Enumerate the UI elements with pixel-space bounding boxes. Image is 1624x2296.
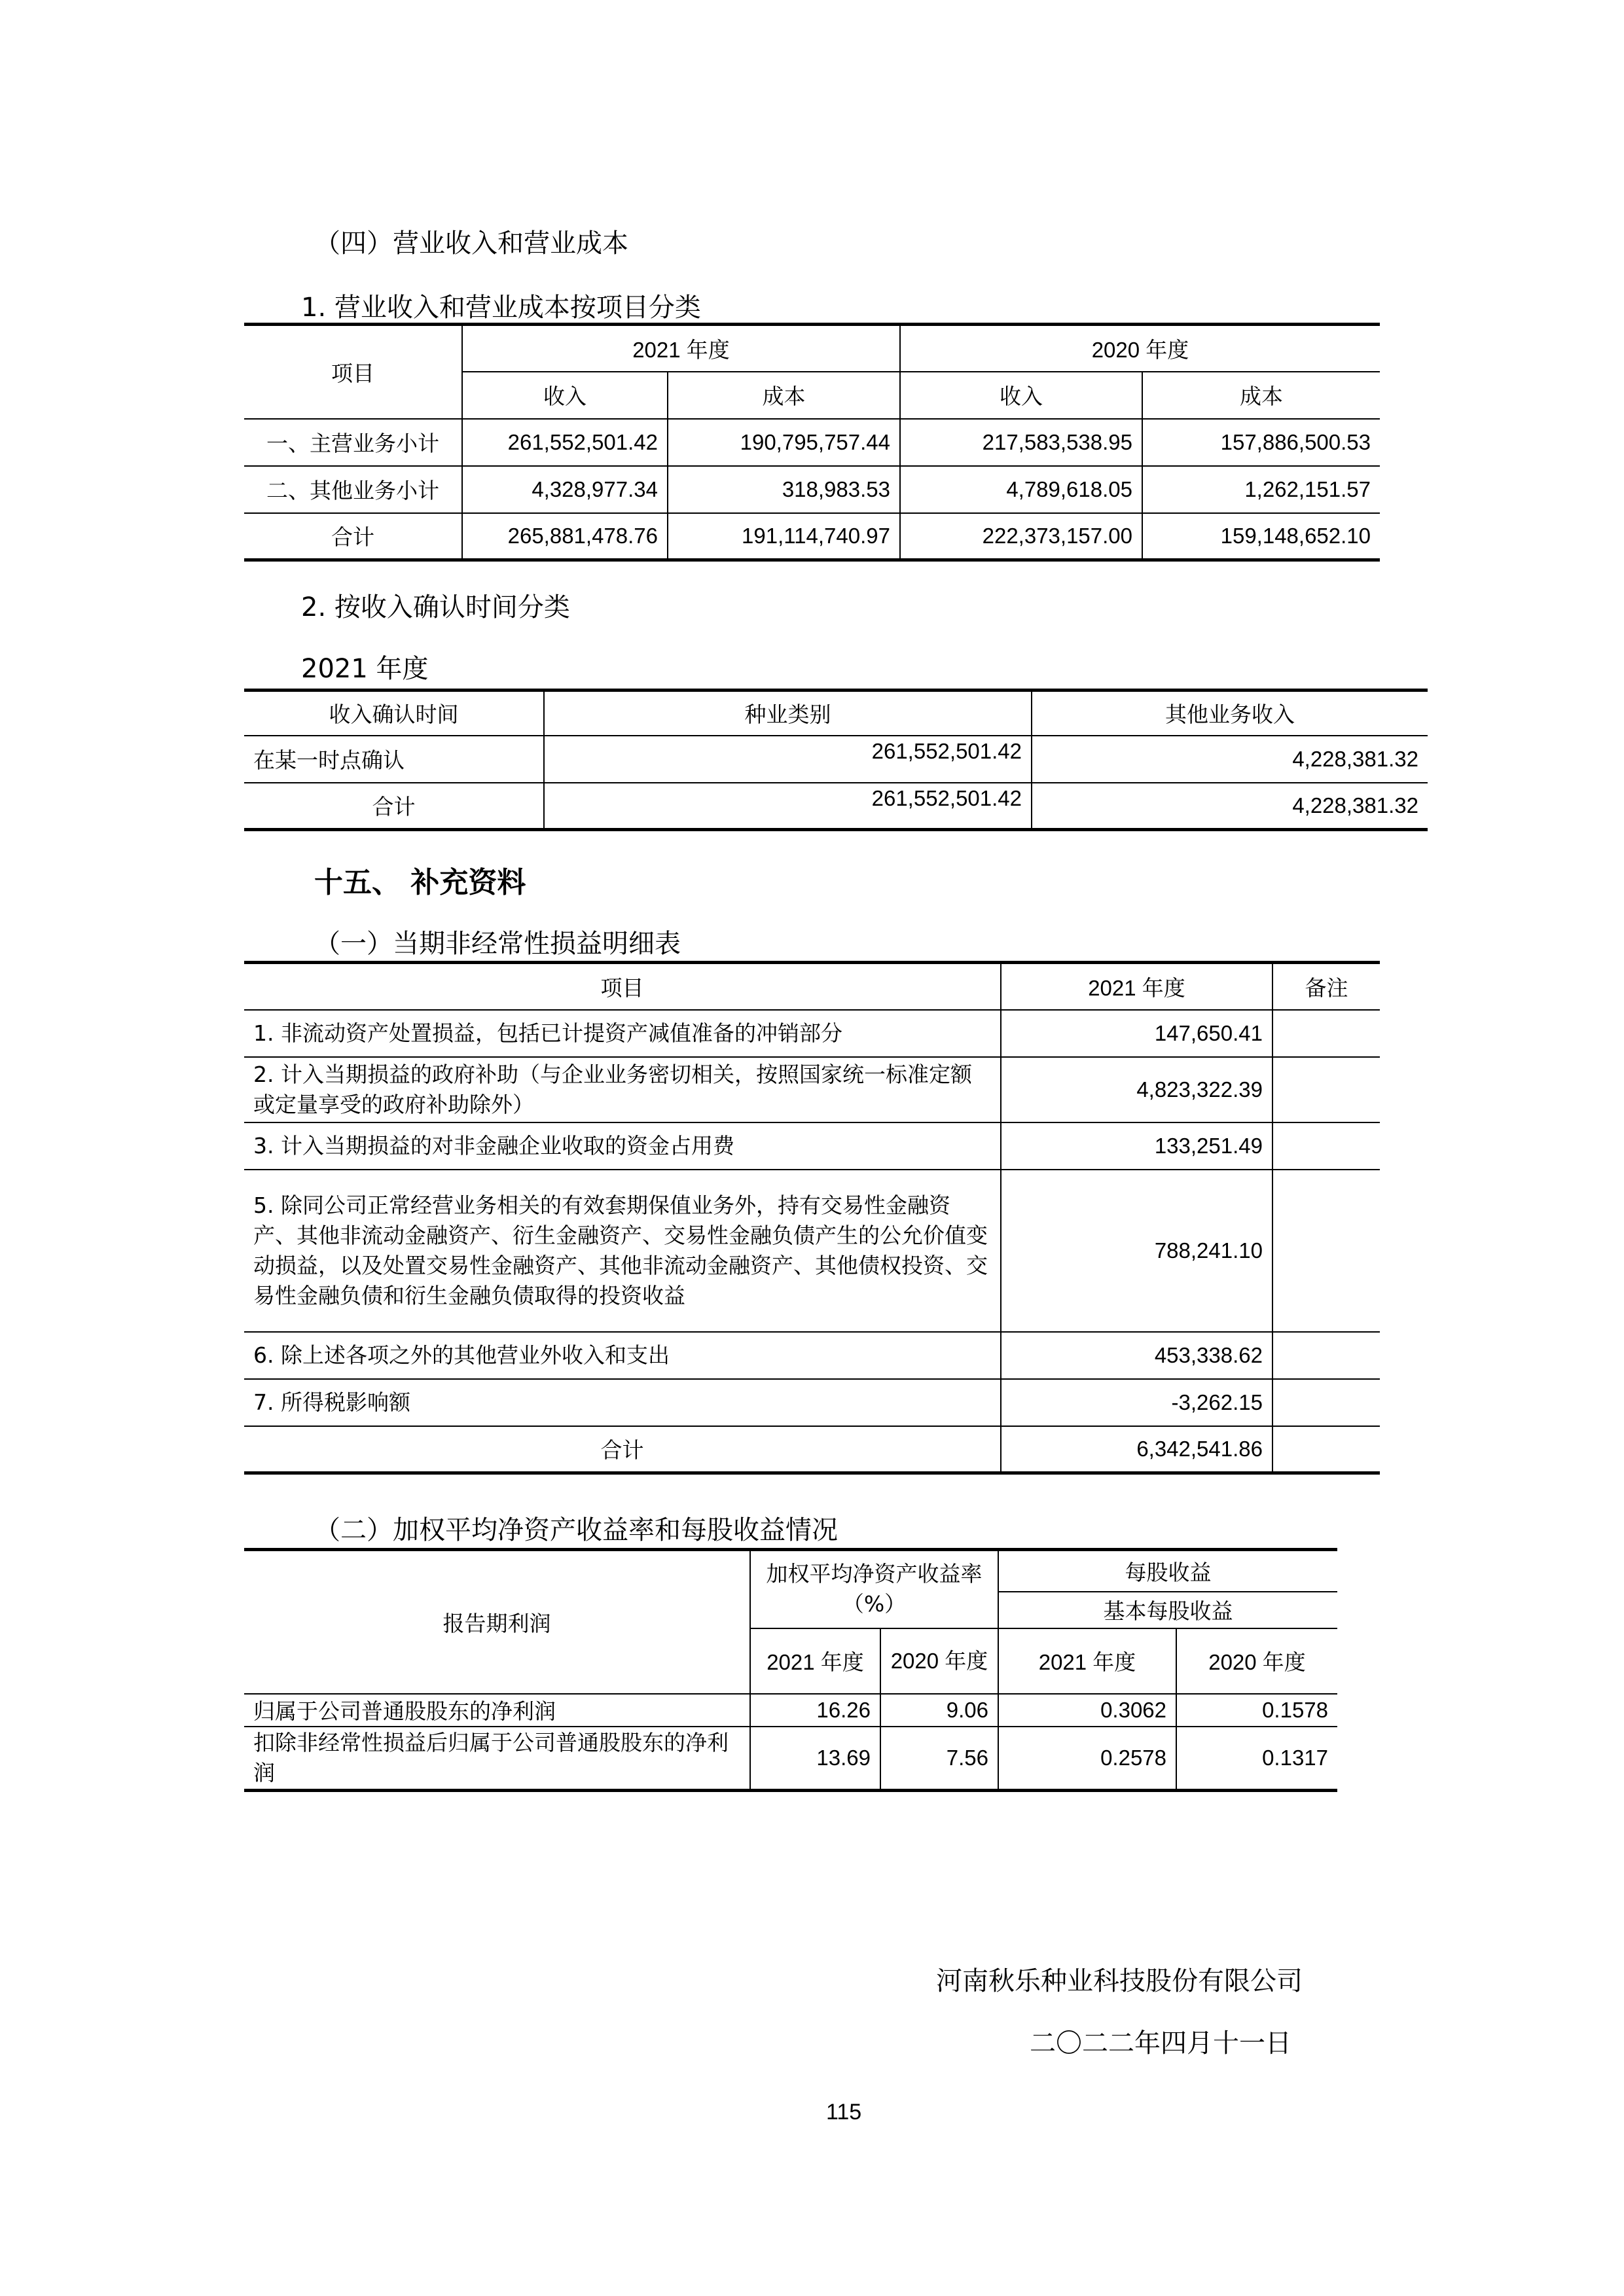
table-row bbox=[244, 1332, 1380, 1379]
row-note bbox=[1272, 1010, 1380, 1057]
header-roe: 加权平均净资产收益率（%） bbox=[750, 1550, 998, 1628]
header-income-2021: 收入 bbox=[462, 372, 668, 419]
table-row-total bbox=[244, 513, 1380, 560]
income-2021: 4,328,977.34 bbox=[462, 466, 668, 513]
eps-2020: 0.1317 bbox=[1176, 1727, 1337, 1791]
row-label: 7. 所得税影响额 bbox=[244, 1379, 1001, 1426]
other-value: 4,228,381.32 bbox=[1032, 783, 1428, 830]
header-item: 项目 bbox=[244, 325, 462, 419]
row-label: 在某一时点确认 bbox=[244, 736, 544, 783]
cost-2021: 190,795,757.44 bbox=[668, 419, 900, 466]
row-label: 3. 计入当期损益的对非金融企业收取的资金占用费 bbox=[244, 1122, 1001, 1170]
row-label: 5. 除同公司正常经营业务相关的有效套期保值业务外，持有交易性金融资产、其他非流动金融资产、衍生金融资产、交易性金融负债产生的公允价值变动损益，以及处置交易性金融资产、其他非流动金融资产、其他债权投资、交易性金融负债和衍生金融负债取得的投资收益 bbox=[244, 1170, 1001, 1332]
header-report-profit: 报告期利润 bbox=[244, 1550, 750, 1694]
section-4-heading: （四）营业收入和营业成本 bbox=[314, 228, 628, 259]
header-note: 备注 bbox=[1272, 963, 1380, 1010]
header-seed-category: 种业类别 bbox=[544, 691, 1032, 736]
section-15-subheading-2: （二）加权平均净资产收益率和每股收益情况 bbox=[314, 1515, 838, 1545]
header-eps: 每股收益 bbox=[998, 1550, 1337, 1592]
table-row bbox=[244, 1122, 1380, 1170]
income-2020: 222,373,157.00 bbox=[900, 513, 1142, 560]
revenue-by-recognition-time-table bbox=[244, 689, 1428, 831]
section-15-heading: 十五、 补充资料 bbox=[314, 866, 526, 899]
table-row bbox=[244, 419, 1380, 466]
section-4-subheading-1: 1. 营业收入和营业成本按项目分类 bbox=[301, 293, 701, 323]
table-row bbox=[244, 1057, 1380, 1122]
row-value: 453,338.62 bbox=[1001, 1332, 1272, 1379]
seed-value: 261,552,501.42 bbox=[544, 736, 1032, 783]
row-label: 合计 bbox=[244, 783, 544, 830]
eps-2020: 0.1578 bbox=[1176, 1694, 1337, 1727]
eps-2021: 0.3062 bbox=[998, 1694, 1176, 1727]
header-basic-eps: 基本每股收益 bbox=[998, 1592, 1337, 1628]
revenue-cost-by-item-table bbox=[244, 323, 1380, 562]
row-label: 2. 计入当期损益的政府补助（与企业业务密切相关，按照国家统一标准定额或定量享受的政府补助除外） bbox=[244, 1057, 1001, 1122]
row-note bbox=[1272, 1122, 1380, 1170]
row-value: -3,262.15 bbox=[1001, 1379, 1272, 1426]
header-year-2021: 2021 年度 bbox=[462, 325, 900, 372]
row-value: 133,251.49 bbox=[1001, 1122, 1272, 1170]
cost-2020: 159,148,652.10 bbox=[1142, 513, 1380, 560]
roe-2020: 7.56 bbox=[880, 1727, 998, 1791]
header-cost-2021: 成本 bbox=[668, 372, 900, 419]
row-label: 二、其他业务小计 bbox=[244, 466, 462, 513]
table-row bbox=[244, 1379, 1380, 1426]
row-value: 4,823,322.39 bbox=[1001, 1057, 1272, 1122]
roe-2020: 9.06 bbox=[880, 1694, 998, 1727]
row-value: 788,241.10 bbox=[1001, 1170, 1272, 1332]
header-item: 项目 bbox=[244, 963, 1001, 1010]
income-2020: 217,583,538.95 bbox=[900, 419, 1142, 466]
header-eps-2020: 2020 年度 bbox=[1176, 1628, 1337, 1694]
row-value: 147,650.41 bbox=[1001, 1010, 1272, 1057]
cost-2021: 191,114,740.97 bbox=[668, 513, 900, 560]
cost-2020: 1,262,151.57 bbox=[1142, 466, 1380, 513]
roe-2021: 16.26 bbox=[750, 1694, 880, 1727]
header-year-2020: 2020 年度 bbox=[900, 325, 1380, 372]
header-cost-2020: 成本 bbox=[1142, 372, 1380, 419]
total-note bbox=[1272, 1426, 1380, 1473]
row-label: 合计 bbox=[244, 513, 462, 560]
row-label: 6. 除上述各项之外的其他营业外收入和支出 bbox=[244, 1332, 1001, 1379]
roe-eps-table bbox=[244, 1548, 1337, 1792]
table-row bbox=[244, 466, 1380, 513]
table-row bbox=[244, 1727, 1337, 1791]
cost-2020: 157,886,500.53 bbox=[1142, 419, 1380, 466]
header-roe-2021: 2021 年度 bbox=[750, 1628, 880, 1694]
header-eps-2021: 2021 年度 bbox=[998, 1628, 1176, 1694]
row-label: 扣除非经常性损益后归属于公司普通股股东的净利润 bbox=[244, 1727, 750, 1791]
signature-date: 二〇二二年四月十一日 bbox=[1030, 2028, 1291, 2058]
table-row bbox=[244, 1170, 1380, 1332]
company-name: 河南秋乐种业科技股份有限公司 bbox=[936, 1966, 1303, 1996]
income-2021: 261,552,501.42 bbox=[462, 419, 668, 466]
table-row bbox=[244, 736, 1428, 783]
income-2021: 265,881,478.76 bbox=[462, 513, 668, 560]
table-row bbox=[244, 1010, 1380, 1057]
header-recognition-time: 收入确认时间 bbox=[244, 691, 544, 736]
header-year-2021: 2021 年度 bbox=[1001, 963, 1272, 1010]
table-row bbox=[244, 1694, 1337, 1727]
section-15-subheading-1: （一）当期非经常性损益明细表 bbox=[314, 929, 681, 959]
row-label: 归属于公司普通股股东的净利润 bbox=[244, 1694, 750, 1727]
header-other-income: 其他业务收入 bbox=[1032, 691, 1428, 736]
section-4-subheading-2: 2. 按收入确认时间分类 bbox=[301, 592, 570, 622]
row-label: 1. 非流动资产处置损益，包括已计提资产减值准备的冲销部分 bbox=[244, 1010, 1001, 1057]
page-number: 115 bbox=[826, 2100, 862, 2125]
header-roe-2020: 2020 年度 bbox=[880, 1628, 998, 1694]
table-row-total bbox=[244, 783, 1428, 830]
cost-2021: 318,983.53 bbox=[668, 466, 900, 513]
header-income-2020: 收入 bbox=[900, 372, 1142, 419]
seed-value: 261,552,501.42 bbox=[544, 783, 1032, 830]
table-row-total bbox=[244, 1426, 1380, 1473]
other-value: 4,228,381.32 bbox=[1032, 736, 1428, 783]
row-note bbox=[1272, 1170, 1380, 1332]
row-label: 一、主营业务小计 bbox=[244, 419, 462, 466]
row-note bbox=[1272, 1057, 1380, 1122]
total-label: 合计 bbox=[244, 1426, 1001, 1473]
section-4-year-label: 2021 年度 bbox=[301, 654, 429, 684]
non-recurring-gains-losses-table bbox=[244, 961, 1380, 1475]
row-note bbox=[1272, 1379, 1380, 1426]
total-value: 6,342,541.86 bbox=[1001, 1426, 1272, 1473]
income-2020: 4,789,618.05 bbox=[900, 466, 1142, 513]
eps-2021: 0.2578 bbox=[998, 1727, 1176, 1791]
row-note bbox=[1272, 1332, 1380, 1379]
roe-2021: 13.69 bbox=[750, 1727, 880, 1791]
